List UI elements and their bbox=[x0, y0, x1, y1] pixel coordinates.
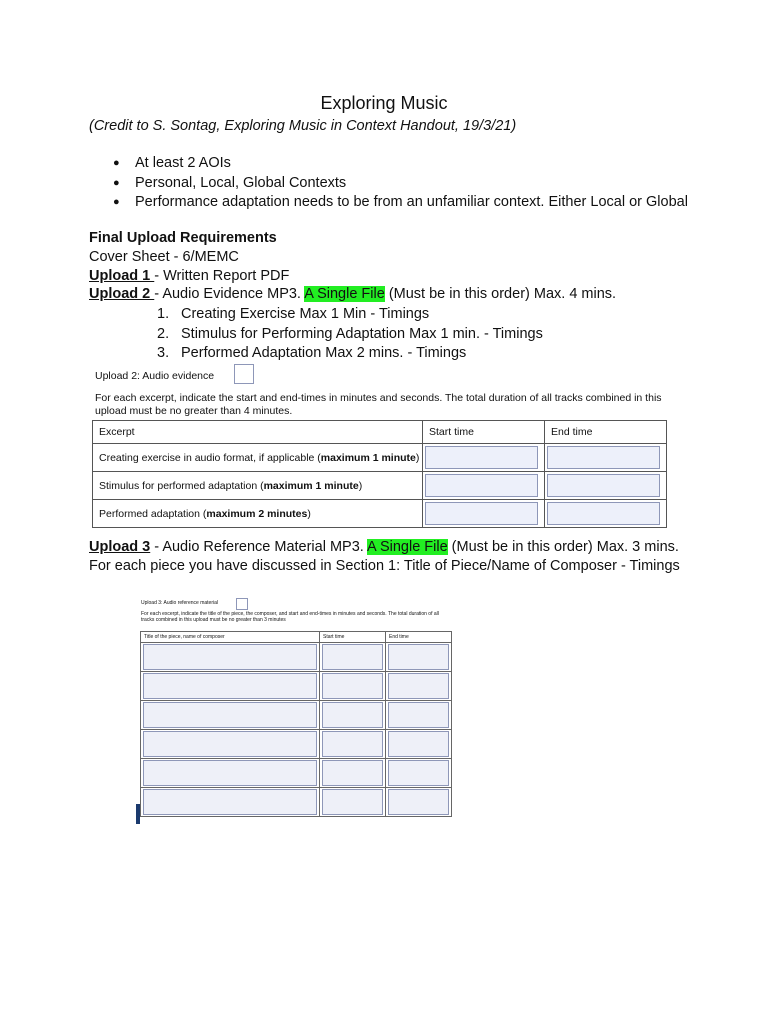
excerpt-cell: Creating exercise in audio format, if applicable (maximum 1 minute) bbox=[93, 444, 423, 472]
column-header: Title of the piece, name of composer bbox=[141, 632, 320, 643]
audio-evidence-note: For each excerpt, indicate the start and end-times in minutes and seconds. The total duration of all tracks combined in this upload must be no greater than 4 minutes. bbox=[95, 392, 662, 417]
end-time-field[interactable] bbox=[547, 474, 660, 497]
audio-evidence-checkbox[interactable] bbox=[234, 364, 254, 384]
table-row bbox=[141, 788, 452, 817]
upload2-text-after: (Must be in this order) Max. 4 mins. bbox=[384, 286, 617, 302]
start-time-field[interactable] bbox=[322, 702, 383, 728]
start-time-field[interactable] bbox=[322, 673, 383, 699]
audio-reference-checkbox[interactable] bbox=[236, 598, 248, 610]
title-field[interactable] bbox=[143, 760, 317, 786]
upload2-highlight: A Single File bbox=[304, 286, 385, 302]
end-time-field[interactable] bbox=[388, 673, 449, 699]
upload1-line bbox=[89, 268, 289, 284]
excerpt-cell: Stimulus for performed adaptation (maximum 1 minute) bbox=[93, 472, 423, 500]
title-field[interactable] bbox=[143, 789, 317, 815]
upload2-line bbox=[89, 286, 616, 302]
requirements-heading: Final Upload Requirements bbox=[89, 230, 277, 246]
upload3-text-after: (Must be in this order) Max. 3 mins. bbox=[447, 539, 679, 555]
end-time-field[interactable] bbox=[388, 731, 449, 757]
end-time-field[interactable] bbox=[547, 502, 660, 525]
title-field[interactable] bbox=[143, 702, 317, 728]
bullet-item: ● Performance adaptation needs to be from an unfamiliar context. Either Local or Global bbox=[113, 193, 688, 213]
upload3-text-before: - Audio Reference Material MP3. bbox=[150, 539, 368, 555]
title-field[interactable] bbox=[143, 731, 317, 757]
column-header: End time bbox=[386, 632, 452, 643]
end-time-field[interactable] bbox=[547, 446, 660, 469]
start-time-field[interactable] bbox=[322, 789, 383, 815]
credit-line: (Credit to S. Sontag, Exploring Music in Context Handout, 19/3/21) bbox=[89, 118, 517, 134]
upload2-label: Upload 2 bbox=[89, 286, 155, 302]
end-time-field[interactable] bbox=[388, 789, 449, 815]
audio-evidence-label: Upload 2: Audio evidence bbox=[95, 370, 215, 382]
table-header-row bbox=[141, 632, 452, 643]
table-row bbox=[93, 500, 667, 528]
image-edge-artifact bbox=[136, 804, 140, 824]
title-field[interactable] bbox=[143, 644, 317, 670]
end-time-field[interactable] bbox=[388, 760, 449, 786]
end-time-field[interactable] bbox=[388, 702, 449, 728]
column-header: Start time bbox=[423, 421, 545, 444]
table-row bbox=[93, 472, 667, 500]
table-row bbox=[141, 759, 452, 788]
title-field[interactable] bbox=[143, 673, 317, 699]
excerpt-cell: Performed adaptation (maximum 2 minutes) bbox=[93, 500, 423, 528]
upload2-text-before: - Audio Evidence MP3. bbox=[154, 286, 305, 302]
bullet-item: ● At least 2 AOIs bbox=[113, 154, 688, 174]
audio-evidence-table bbox=[92, 420, 667, 528]
table-row bbox=[141, 672, 452, 701]
audio-reference-table bbox=[140, 631, 452, 817]
start-time-field[interactable] bbox=[322, 644, 383, 670]
list-item: 1. Creating Exercise Max 1 Min - Timings bbox=[157, 306, 430, 322]
start-time-field[interactable] bbox=[322, 731, 383, 757]
upload3-line bbox=[89, 539, 679, 555]
start-time-field[interactable] bbox=[425, 502, 538, 525]
bullet-list bbox=[113, 154, 688, 213]
column-header: Start time bbox=[320, 632, 386, 643]
audio-reference-label: Upload 3: Audio reference material bbox=[141, 600, 218, 606]
end-time-field[interactable] bbox=[388, 644, 449, 670]
audio-reference-note: For each excerpt, indicate the title of the piece, the composer, and start and end-times in minutes and seconds. The total duration of all tracks combined in this upload must be no greater than 3 minutes bbox=[141, 611, 439, 623]
upload3-followup: For each piece you have discussed in Section 1: Title of Piece/Name of Composer - Timings bbox=[89, 558, 680, 574]
upload3-highlight: A Single File bbox=[367, 539, 448, 555]
table-row bbox=[93, 444, 667, 472]
table-row bbox=[141, 730, 452, 759]
column-header: End time bbox=[545, 421, 667, 444]
bullet-item: ● Personal, Local, Global Contexts bbox=[113, 174, 688, 194]
list-item: 2. Stimulus for Performing Adaptation Max 1 min. - Timings bbox=[157, 325, 543, 342]
upload3-label: Upload 3 bbox=[89, 539, 151, 555]
cover-sheet-line: Cover Sheet - 6/MEMC bbox=[89, 249, 239, 265]
column-header: Excerpt bbox=[93, 421, 423, 444]
start-time-field[interactable] bbox=[425, 474, 538, 497]
upload1-label: Upload 1 bbox=[89, 268, 155, 284]
start-time-field[interactable] bbox=[425, 446, 538, 469]
upload1-text: - Written Report PDF bbox=[154, 268, 290, 284]
table-row bbox=[141, 701, 452, 730]
start-time-field[interactable] bbox=[322, 760, 383, 786]
table-header-row bbox=[93, 421, 667, 444]
audio-evidence-form bbox=[89, 362, 669, 530]
list-item: 3. Performed Adaptation Max 2 mins. - Timings bbox=[157, 345, 467, 361]
upload2-items bbox=[157, 305, 543, 364]
table-row bbox=[141, 643, 452, 672]
audio-reference-form bbox=[136, 593, 452, 827]
page-title: Exploring Music bbox=[320, 93, 448, 113]
